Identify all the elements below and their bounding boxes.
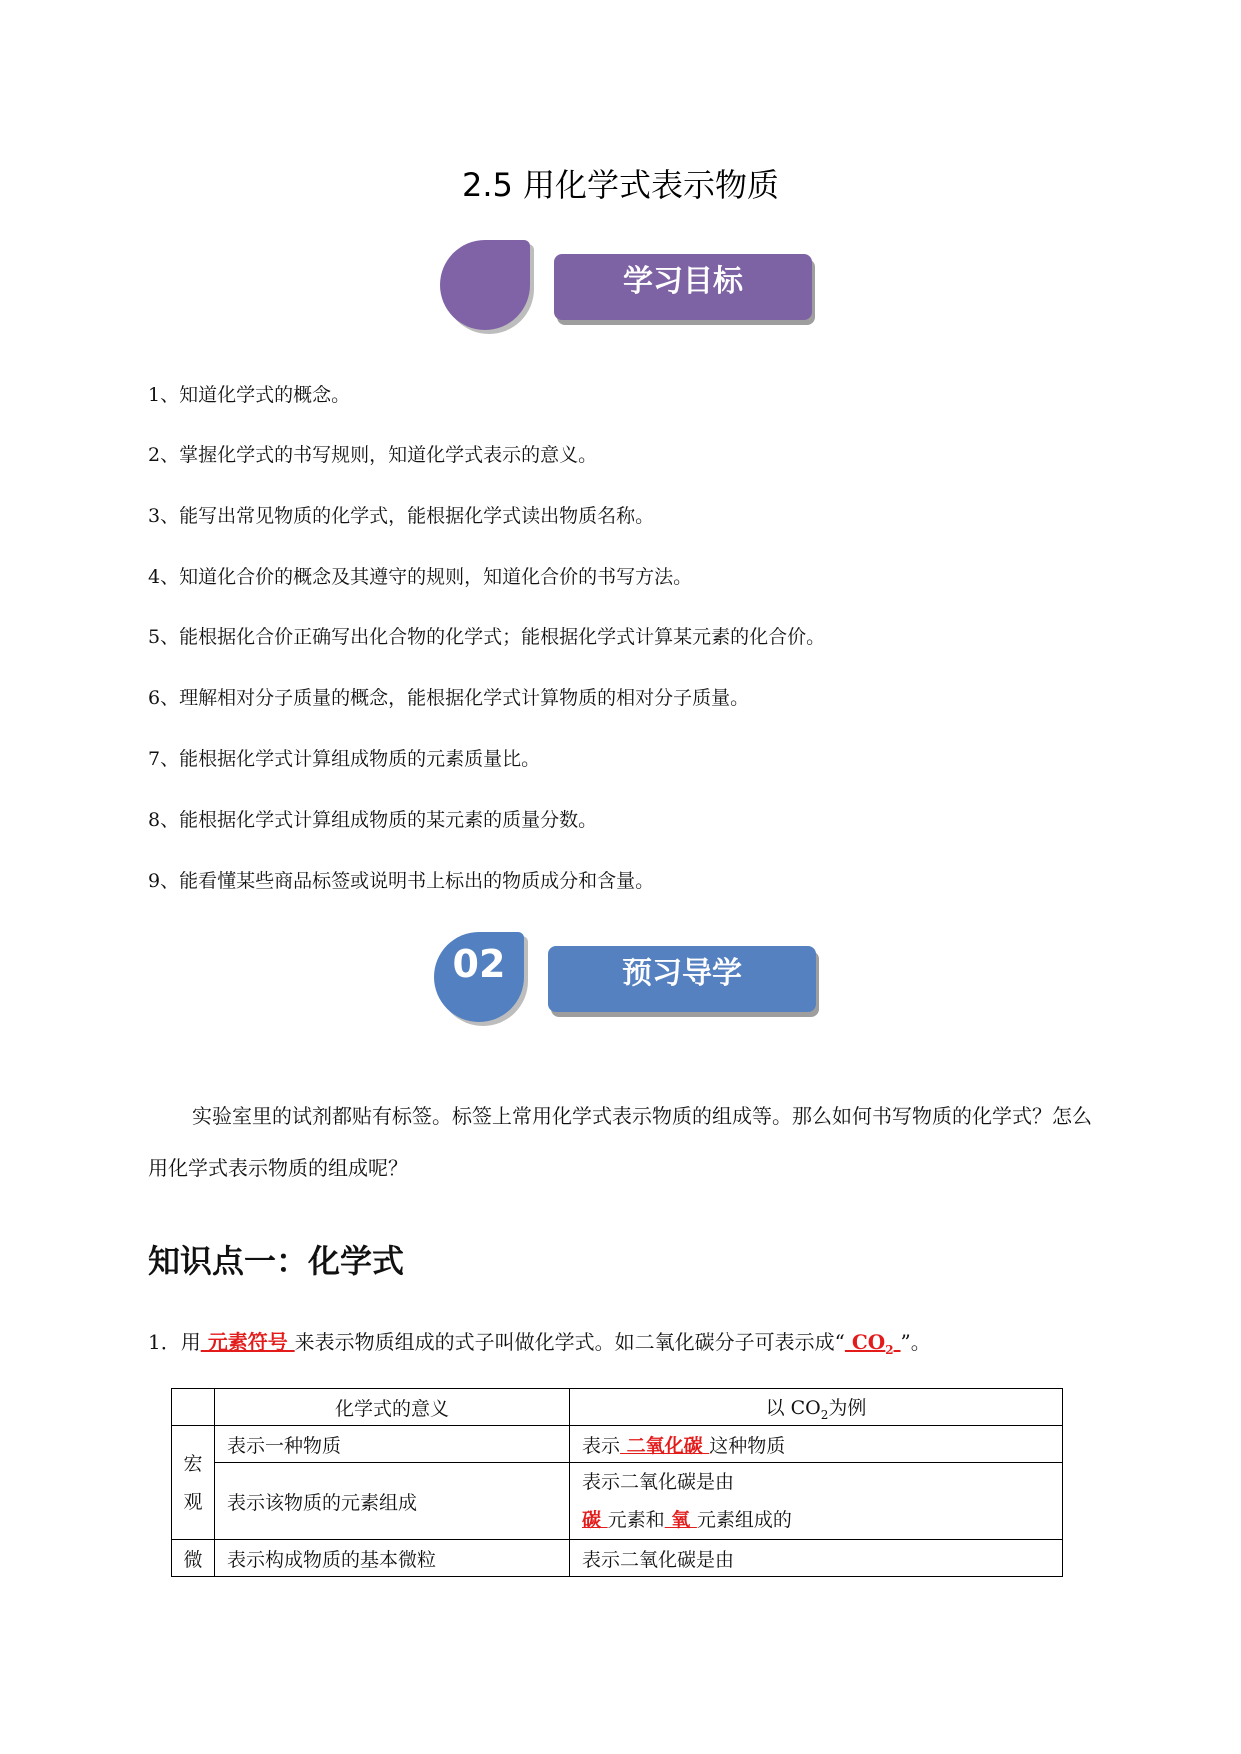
goal-item: 7、能根据化学式计算组成物质的元素质量比。 [148, 748, 541, 770]
table-cell [172, 1389, 215, 1426]
point-1-prefix: 1．用 [148, 1330, 201, 1354]
point-1-suffix: ”。 [900, 1330, 931, 1354]
group-macro [172, 1426, 215, 1540]
goal-item: 8、能根据化学式计算组成物质的某元素的质量分数。 [148, 809, 598, 831]
group-micro: 微 [172, 1540, 215, 1577]
example-line: 表示二氧化碳是由 [582, 1471, 735, 1493]
example-suffix: 元素组成的 [696, 1509, 792, 1531]
answer-element-symbol: 元素符号 [200, 1330, 295, 1354]
intro-paragraph: 实验室里的试剂都贴有标签。标签上常用化学式表示物质的组成等。那么如何书写物质的化学式？怎么用化学式表示物质的组成呢？ [148, 1104, 1092, 1180]
header-example-sub: 2 [820, 1407, 829, 1422]
answer-co2-sub: 2 [885, 1343, 894, 1357]
answer-oxygen: 氧 [664, 1509, 697, 1531]
banner-label: 预习导学 [548, 946, 816, 1012]
answer-carbon-dioxide: 二氧化碳 [620, 1434, 710, 1457]
banner-circle [440, 240, 530, 330]
goal-item: 3、能写出常见物质的化学式，能根据化学式读出物质名称。 [148, 505, 655, 527]
example-suffix: 这种物质 [709, 1434, 786, 1457]
example-middle: 元素和 [607, 1509, 665, 1531]
example-line [582, 1501, 1050, 1539]
example-cell [570, 1426, 1063, 1463]
section-heading: 知识点一：化学式 [148, 1242, 405, 1280]
example-cell: 表示二氧化碳是由 [570, 1540, 1063, 1577]
page-title: 2.5 用化学式表示物质 [461, 166, 780, 204]
answer-co2 [844, 1330, 901, 1357]
point-1-middle: 来表示物质组成的式子叫做化学式。如二氧化碳分子可表示成“ [294, 1330, 845, 1354]
meaning-cell: 表示构成物质的基本微粒 [215, 1540, 570, 1577]
table-header-meaning: 化学式的意义 [215, 1389, 570, 1426]
header-example-prefix: 以 CO [765, 1396, 821, 1419]
goal-item: 1、知道化学式的概念。 [148, 384, 351, 406]
answer-carbon: 碳 [582, 1509, 608, 1531]
meaning-cell: 表示该物质的元素组成 [215, 1463, 570, 1540]
chemical-formula-meaning-table [171, 1388, 1063, 1577]
example-cell [570, 1463, 1063, 1540]
goal-item: 2、掌握化学式的书写规则，知道化学式表示的意义。 [148, 444, 598, 466]
goal-item: 4、知道化合价的概念及其遵守的规则，知道化合价的书写方法。 [148, 566, 693, 588]
group-macro-char: 宏 [183, 1452, 203, 1475]
table-row [172, 1426, 1063, 1463]
meaning-cell: 表示一种物质 [215, 1426, 570, 1463]
table-row [172, 1540, 1063, 1577]
preview-study-banner [434, 932, 824, 1032]
table-row [172, 1463, 1063, 1540]
goal-item: 5、能根据化合价正确写出化合物的化学式；能根据化学式计算某元素的化合价。 [148, 626, 826, 648]
banner-number: 02 [452, 942, 506, 986]
goal-item: 9、能看懂某些商品标签或说明书上标出的物质成分和含量。 [148, 870, 655, 892]
banner-circle [434, 932, 524, 1022]
answer-co2-main: CO [844, 1330, 886, 1354]
table-row [172, 1389, 1063, 1426]
learning-goals-banner [440, 240, 820, 340]
header-example-suffix: 为例 [828, 1396, 867, 1419]
point-1 [148, 1326, 931, 1357]
table-header-example [570, 1389, 1063, 1426]
banner-label: 学习目标 [554, 254, 812, 320]
goal-item: 6、理解相对分子质量的概念，能根据化学式计算物质的相对分子质量。 [148, 687, 750, 709]
example-prefix: 表示 [582, 1434, 621, 1457]
group-macro-char: 观 [183, 1490, 203, 1513]
